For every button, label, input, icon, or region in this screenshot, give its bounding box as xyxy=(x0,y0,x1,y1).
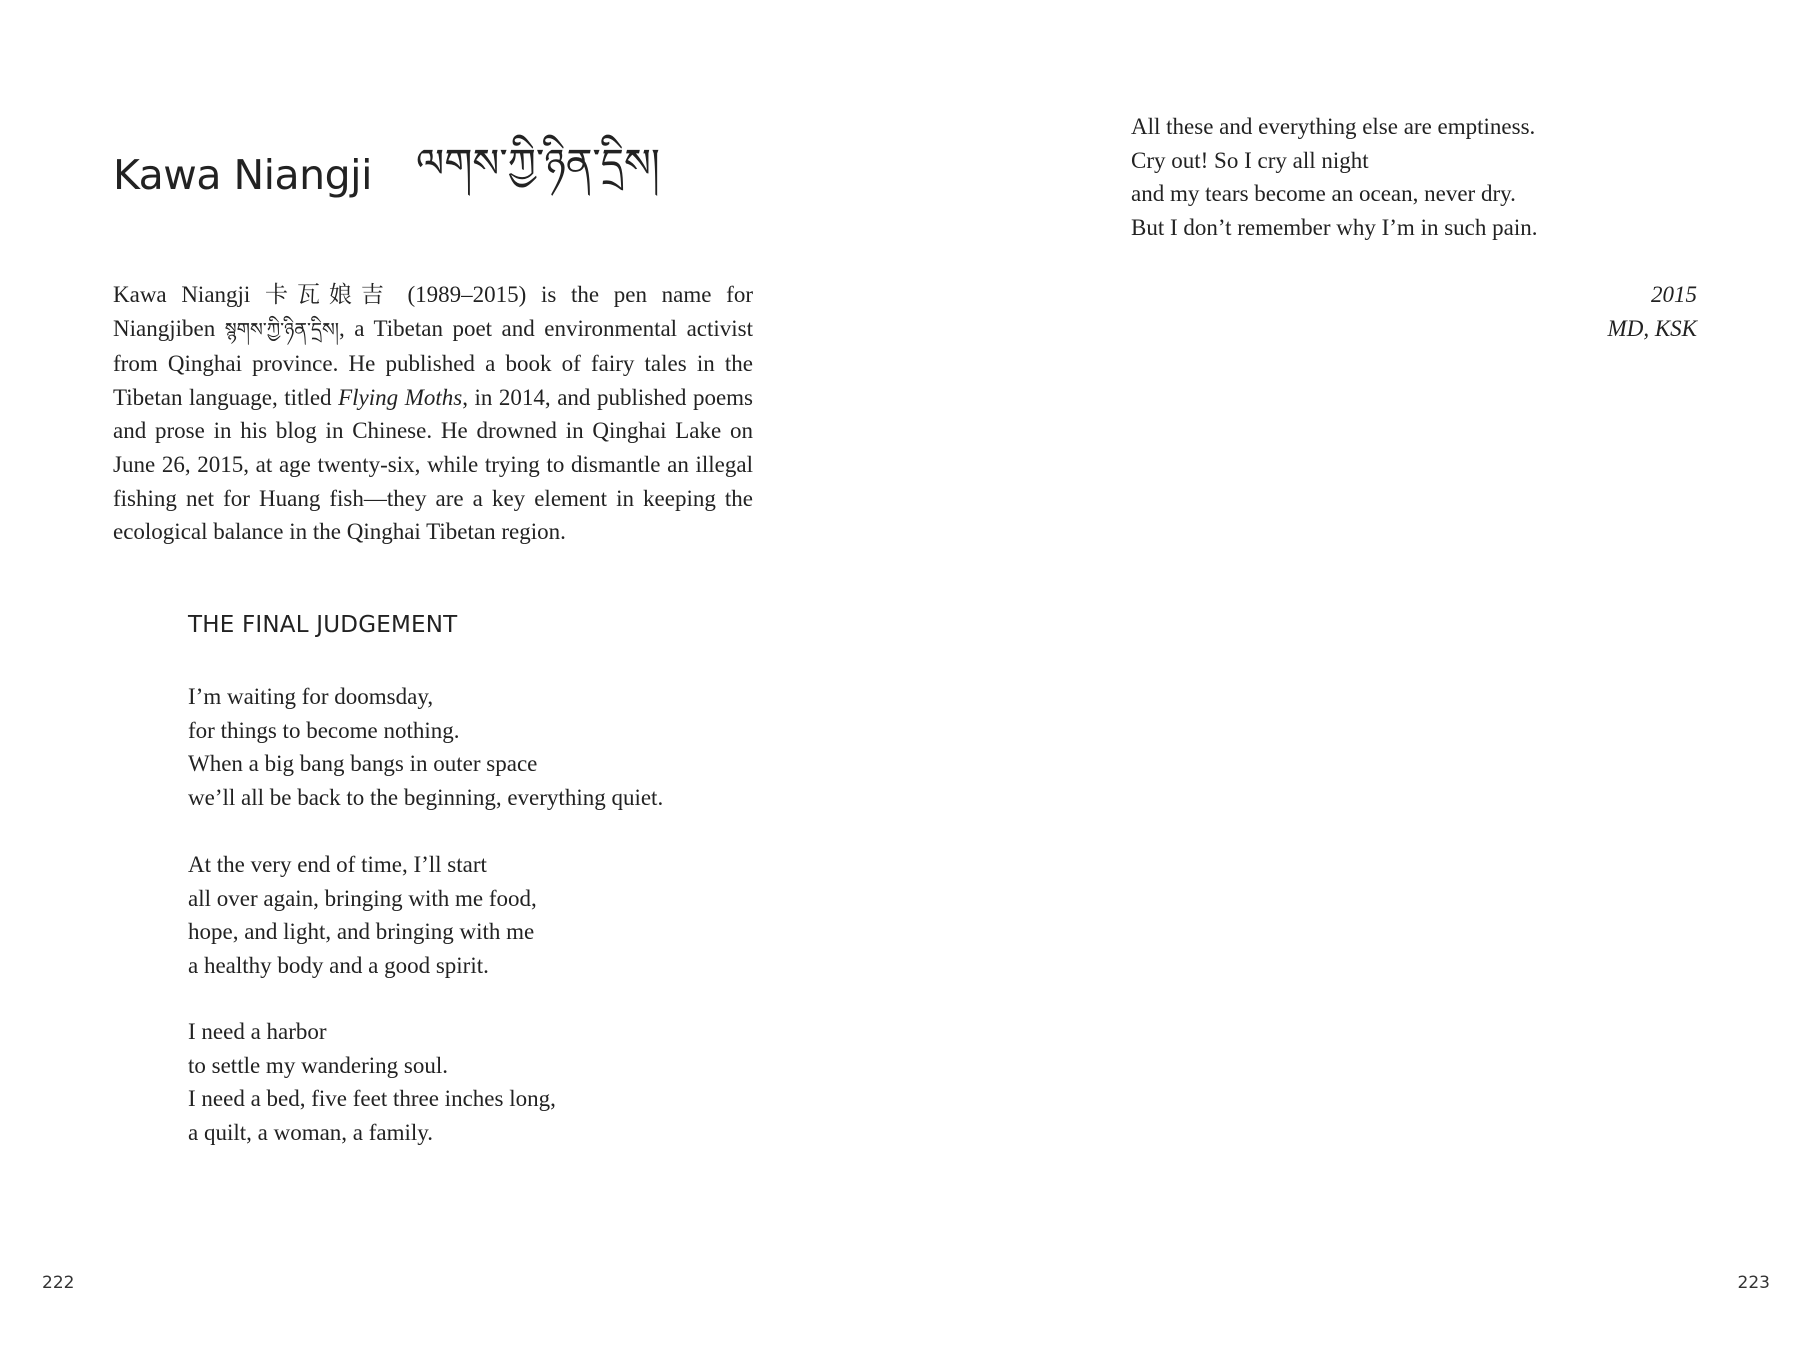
poem-line: and my tears become an ocean, never dry. xyxy=(1131,181,1516,207)
poem-line: a quilt, a woman, a family. xyxy=(188,1119,434,1145)
poem-line: for things to become nothing. xyxy=(188,717,460,743)
poem-stanza-1 xyxy=(188,680,808,814)
poem-line: we’ll all be back to the beginning, everything quiet. xyxy=(188,784,664,810)
author-name-tibetan: ལགས་ཀྱི་ཉིན་དྲིས། xyxy=(415,141,660,187)
poem-line: Cry out! So I cry all night xyxy=(1131,147,1369,173)
poem-line: hope, and light, and bringing with me xyxy=(188,919,535,945)
poem-line: But I don’t remember why I’m in such pain. xyxy=(1131,214,1538,240)
poem-title: THE FINAL JUDGEMENT xyxy=(188,612,458,638)
page-number-right: 223 xyxy=(1737,1273,1770,1293)
poem-line: to settle my wandering soul. xyxy=(188,1052,448,1078)
right-page xyxy=(900,0,1800,1350)
poem-line: When a big bang bangs in outer space xyxy=(188,751,538,777)
poem-signoff xyxy=(1608,278,1697,345)
author-name: Kawa Niangji xyxy=(113,150,372,199)
poem-line: I need a bed, five feet three inches long, xyxy=(188,1086,556,1112)
author-header xyxy=(113,118,813,198)
poem-year: 2015 xyxy=(1651,282,1697,307)
bio-text-1: Kawa Niangji 卡瓦娘吉 (1989–2015) is the pen name for Niangjiben xyxy=(113,282,753,341)
bio-tibetan-name: སྙགས་ཀྱི་ཉིན་དྲིས། xyxy=(224,318,339,341)
poem-line: all over again, bringing with me food, xyxy=(188,885,537,911)
poem-stanza-4 xyxy=(1131,110,1751,244)
poem-line: I’m waiting for doomsday, xyxy=(188,684,434,709)
bio-text-3: , in 2014, and published poems and prose in his blog in Chinese. He drowned in Qinghai Lake on June 26, 2015, at age twenty-six, while trying to dismantle an illegal fishing net for Huang fish—they are a key element in keeping the ecological balance in the Qinghai Tibetan region. xyxy=(113,384,753,545)
poem-line: All these and everything else are emptiness. xyxy=(1131,114,1536,139)
poem-stanza-3 xyxy=(188,1015,808,1149)
bio-text-2: , a Tibetan poet and environmental activist from Qinghai province. He published a book of fairy tales in the Tibetan language, titled xyxy=(113,315,753,410)
author-bio xyxy=(113,278,753,549)
translator-initials: MD, KSK xyxy=(1607,315,1697,341)
page-number-left: 222 xyxy=(42,1273,75,1293)
poem-line: At the very end of time, I’ll start xyxy=(188,852,487,877)
poem-stanza-2 xyxy=(188,848,808,982)
book-title: Flying Moths xyxy=(338,384,463,410)
poem-line: I need a harbor xyxy=(188,1019,327,1044)
poem-line: a healthy body and a good spirit. xyxy=(188,952,489,978)
